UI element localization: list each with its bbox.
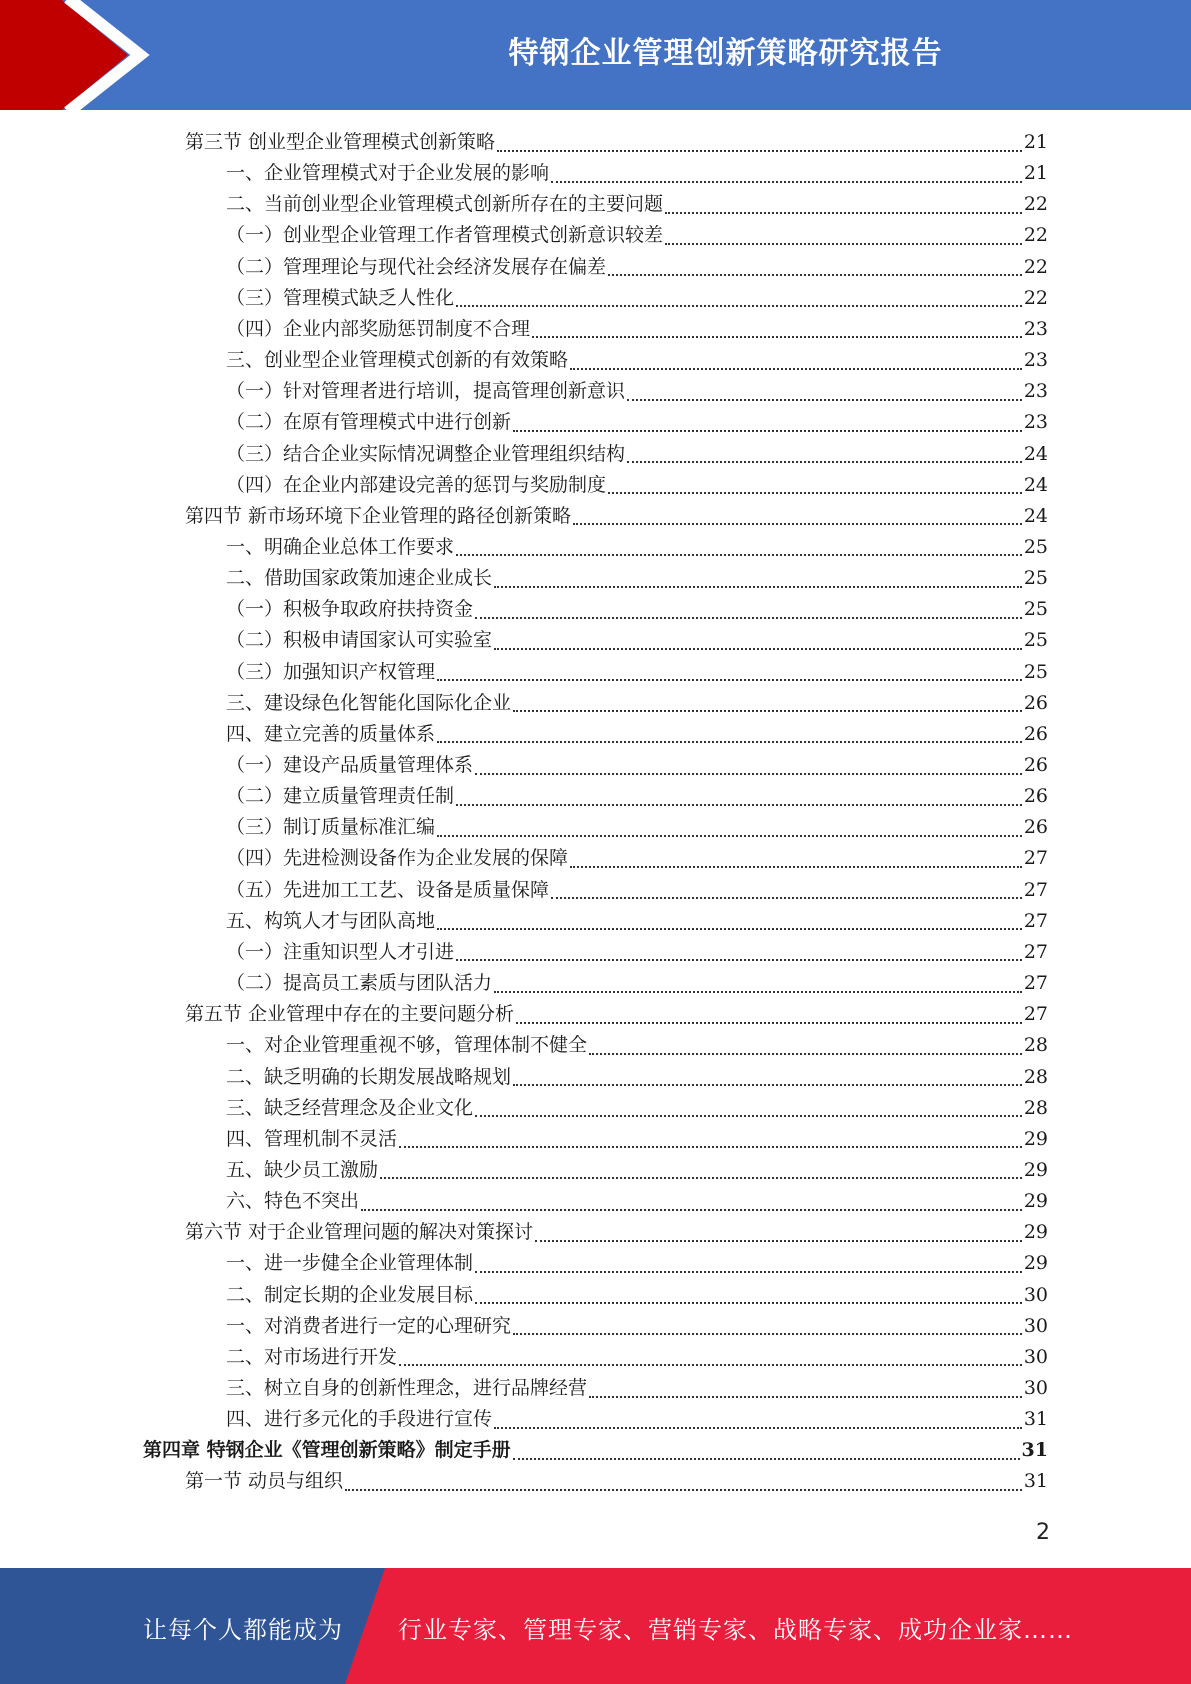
toc-dot-leader: [380, 1177, 1022, 1179]
toc-entry-page: 22: [1023, 255, 1048, 278]
toc-entry-title: 五、构筑人才与团队高地: [226, 909, 436, 932]
toc-entry-page: 21: [1023, 131, 1048, 153]
toc-entry-page: 26: [1023, 754, 1048, 776]
toc-entry-page: 30: [1023, 1377, 1048, 1399]
toc-entry-page: 30: [1023, 1314, 1048, 1337]
toc-entry-title: （一）针对管理者进行培训，提高管理创新意识: [226, 380, 626, 403]
toc-entry-page: 26: [1023, 785, 1048, 808]
page-footer: [0, 1568, 1191, 1684]
toc-dot-leader: [475, 1302, 1022, 1304]
page-header: [0, 0, 1191, 110]
toc-entry[interactable]: [226, 532, 1048, 563]
toc-entry-page: 25: [1023, 598, 1048, 621]
toc-dot-leader: [532, 336, 1022, 338]
toc-dot-leader: [665, 243, 1022, 245]
toc-entry-page: 26: [1023, 816, 1048, 839]
toc-entry-page: 29: [1023, 1127, 1048, 1150]
toc-entry[interactable]: [185, 127, 1048, 158]
toc-entry-page: 29: [1023, 1221, 1048, 1244]
toc-dot-leader: [345, 1489, 1022, 1491]
toc-entry-page: 25: [1023, 567, 1048, 590]
toc-dot-leader: [494, 648, 1022, 650]
toc-entry[interactable]: [226, 1186, 1048, 1217]
toc-entry[interactable]: [226, 345, 1048, 376]
toc-entry-title: 一、对企业管理重视不够，管理体制不健全: [226, 1034, 588, 1057]
toc-entry-title: 第五节 企业管理中存在的主要问题分析: [185, 1003, 515, 1026]
footer-slogan-left: 让每个人都能成为: [143, 1616, 343, 1644]
toc-dot-leader: [627, 399, 1022, 401]
toc-entry[interactable]: [226, 1311, 1048, 1342]
toc-entry-page: 27: [1023, 1003, 1048, 1026]
toc-entry-page: 22: [1023, 286, 1048, 309]
toc-entry-page: 26: [1023, 691, 1048, 714]
toc-entry[interactable]: [226, 688, 1048, 719]
toc-entry-title: （五）先进加工工艺、设备是质量保障: [226, 878, 550, 901]
toc-entry[interactable]: [226, 158, 1048, 189]
toc-dot-leader: [475, 617, 1022, 619]
toc-entry-title: 二、借助国家政策加速企业成长: [226, 567, 493, 590]
toc-entry[interactable]: [226, 906, 1048, 937]
toc-entry-page: 22: [1023, 193, 1048, 216]
toc-entry[interactable]: [143, 1435, 1048, 1466]
toc-entry-title: （一）创业型企业管理工作者管理模式创新意识较差: [226, 224, 664, 247]
toc-entry[interactable]: [226, 1030, 1048, 1061]
toc-entry-title: 第三节 创业型企业管理模式创新策略: [185, 131, 496, 153]
toc-dot-leader: [456, 305, 1022, 307]
toc-entry-page: 25: [1023, 660, 1048, 683]
toc-entry-page: 28: [1023, 1065, 1048, 1088]
toc-entry-page: 31: [1021, 1439, 1048, 1462]
toc-entry[interactable]: [226, 781, 1048, 812]
toc-entry-title: （二）提高员工素质与团队活力: [226, 972, 493, 995]
toc-dot-leader: [551, 897, 1022, 899]
toc-entry[interactable]: [226, 1062, 1048, 1093]
toc-entry-title: 三、树立自身的创新性理念，进行品牌经营: [226, 1377, 588, 1399]
toc-dot-leader: [456, 554, 1022, 556]
toc-entry[interactable]: [226, 252, 1048, 283]
toc-entry-title: （二）建立质量管理责任制: [226, 785, 455, 808]
toc-entry-title: 一、进一步健全企业管理体制: [226, 1252, 474, 1275]
toc-dot-leader: [513, 430, 1022, 432]
toc-dot-leader: [570, 866, 1022, 868]
toc-entry-page: 29: [1023, 1252, 1048, 1275]
toc-entry[interactable]: [226, 376, 1048, 407]
toc-entry[interactable]: [226, 1280, 1048, 1311]
toc-entry[interactable]: [185, 501, 1048, 532]
toc-entry-page: 27: [1023, 909, 1048, 932]
toc-dot-leader: [475, 773, 1022, 775]
toc-entry-title: （一）建设产品质量管理体系: [226, 754, 474, 776]
page-number: 2: [1036, 1520, 1050, 1545]
toc-entry-title: （一）积极争取政府扶持资金: [226, 598, 474, 621]
toc-dot-leader: [513, 710, 1022, 712]
toc-dot-leader: [551, 181, 1022, 183]
toc-entry-page: 23: [1023, 380, 1048, 403]
toc-entry-page: 28: [1023, 1034, 1048, 1057]
toc-entry-title: 一、对消费者进行一定的心理研究: [226, 1314, 512, 1337]
toc-entry[interactable]: [226, 719, 1048, 750]
toc-entry-page: 29: [1023, 1158, 1048, 1181]
toc-dot-leader: [399, 1146, 1022, 1148]
toc-entry-title: 第六节 对于企业管理问题的解决对策探讨: [185, 1221, 534, 1244]
toc-entry-title: （三）加强知识产权管理: [226, 660, 436, 683]
toc-entry[interactable]: [226, 1093, 1048, 1124]
toc-dot-leader: [589, 1396, 1022, 1398]
toc-entry[interactable]: [185, 1217, 1048, 1248]
toc-entry-title: 第四章 特钢企业《管理创新策略》制定手册: [143, 1439, 511, 1462]
toc-entry[interactable]: [226, 283, 1048, 314]
toc-entry-title: （三）制订质量标准汇编: [226, 816, 436, 839]
toc-dot-leader: [399, 1364, 1022, 1366]
toc-dot-leader: [513, 1084, 1022, 1086]
toc-entry-page: 30: [1023, 1345, 1048, 1368]
toc-entry[interactable]: [226, 189, 1048, 220]
toc-dot-leader: [494, 1427, 1022, 1429]
toc-entry[interactable]: [226, 657, 1048, 688]
toc-entry-page: 31: [1023, 1408, 1048, 1431]
toc-entry[interactable]: [226, 1373, 1048, 1404]
toc-entry[interactable]: [226, 563, 1048, 594]
toc-dot-leader: [475, 1271, 1022, 1273]
toc-entry-title: 三、创业型企业管理模式创新的有效策略: [226, 349, 569, 372]
toc-dot-leader: [437, 835, 1022, 837]
toc-entry[interactable]: [226, 812, 1048, 843]
toc-entry[interactable]: [226, 220, 1048, 251]
toc-dot-leader: [437, 928, 1022, 930]
toc-entry-page: 22: [1023, 224, 1048, 247]
toc-dot-leader: [608, 492, 1022, 494]
toc-dot-leader: [361, 1209, 1022, 1211]
toc-entry-page: 28: [1023, 1096, 1048, 1119]
toc-entry-title: （四）在企业内部建设完善的惩罚与奖励制度: [226, 473, 607, 496]
toc-entry[interactable]: [226, 968, 1048, 999]
toc-entry-title: 一、企业管理模式对于企业发展的影响: [226, 162, 550, 185]
toc-dot-leader: [665, 212, 1022, 214]
toc-entry-title: （四）先进检测设备作为企业发展的保障: [226, 847, 569, 870]
toc-dot-leader: [513, 1333, 1022, 1335]
toc-dot-leader: [516, 1022, 1022, 1024]
toc-dot-leader: [573, 523, 1022, 525]
toc-entry[interactable]: [226, 1155, 1048, 1186]
toc-dot-leader: [570, 368, 1022, 370]
toc-entry-title: 三、建设绿色化智能化国际化企业: [226, 691, 512, 714]
toc-entry-title: 四、管理机制不灵活: [226, 1127, 398, 1150]
toc-entry-page: 25: [1023, 629, 1048, 652]
toc-entry-title: 第四节 新市场环境下企业管理的路径创新策略: [185, 504, 572, 527]
toc-dot-leader: [494, 991, 1022, 993]
toc-entry-page: 23: [1023, 317, 1048, 340]
toc-entry-title: 一、明确企业总体工作要求: [226, 535, 455, 558]
toc-entry[interactable]: [226, 1404, 1048, 1435]
toc-entry-page: 27: [1023, 972, 1048, 995]
toc-entry-page: 26: [1023, 722, 1048, 745]
toc-entry-title: 二、对市场进行开发: [226, 1345, 398, 1368]
toc-entry[interactable]: [226, 594, 1048, 625]
toc-entry-page: 30: [1023, 1283, 1048, 1306]
toc-entry-title: 第一节 动员与组织: [185, 1470, 344, 1493]
toc-entry-title: （一）注重知识型人才引进: [226, 940, 455, 963]
toc-entry[interactable]: [226, 1248, 1048, 1279]
toc-entry-title: 三、缺乏经营理念及企业文化: [226, 1096, 474, 1119]
toc-dot-leader: [513, 1458, 1020, 1460]
toc-dot-leader: [475, 1115, 1022, 1117]
toc-entry-page: 24: [1023, 442, 1048, 465]
toc-entry[interactable]: [226, 937, 1048, 968]
toc-entry-title: 四、建立完善的质量体系: [226, 722, 436, 745]
toc-entry-page: 25: [1023, 535, 1048, 558]
toc-entry[interactable]: [226, 470, 1048, 501]
toc-dot-leader: [437, 741, 1022, 743]
toc-dot-leader: [494, 586, 1022, 588]
toc-entry-title: （三）结合企业实际情况调整企业管理组织结构: [226, 442, 626, 465]
toc-dot-leader: [535, 1240, 1022, 1242]
toc-entry-title: （二）积极申请国家认可实验室: [226, 629, 493, 652]
toc-entry-page: 21: [1023, 162, 1048, 185]
toc-entry[interactable]: [226, 439, 1048, 470]
toc-dot-leader: [456, 959, 1022, 961]
toc-dot-leader: [589, 1053, 1022, 1055]
toc-entry-title: 二、制定长期的企业发展目标: [226, 1283, 474, 1306]
toc-entry-page: 24: [1023, 473, 1048, 496]
toc-entry-title: 二、缺乏明确的长期发展战略规划: [226, 1065, 512, 1088]
toc-dot-leader: [456, 804, 1022, 806]
toc-entry[interactable]: [226, 625, 1048, 656]
toc-entry-title: 二、当前创业型企业管理模式创新所存在的主要问题: [226, 193, 664, 216]
toc-dot-leader: [497, 150, 1022, 152]
toc-entry-page: 24: [1023, 504, 1048, 527]
toc-entry[interactable]: [226, 750, 1048, 781]
toc-entry[interactable]: [226, 843, 1048, 874]
toc-entry-page: 27: [1023, 847, 1048, 870]
toc-dot-leader: [608, 274, 1022, 276]
toc-entry[interactable]: [185, 999, 1048, 1030]
toc-entry-title: （二）管理理论与现代社会经济发展存在偏差: [226, 255, 607, 278]
toc-dot-leader: [627, 461, 1022, 463]
toc-entry-page: 23: [1023, 411, 1048, 434]
toc-entry-page: 29: [1023, 1190, 1048, 1213]
toc-entry-title: （四）企业内部奖励惩罚制度不合理: [226, 317, 531, 340]
toc-dot-leader: [437, 679, 1022, 681]
toc-entry-page: 27: [1023, 940, 1048, 963]
toc-entry-title: （三）管理模式缺乏人性化: [226, 286, 455, 309]
toc-entry-title: 五、缺少员工激励: [226, 1158, 379, 1181]
toc-entry-title: 四、进行多元化的手段进行宣传: [226, 1408, 493, 1431]
toc-entry[interactable]: [226, 314, 1048, 345]
toc-entry-page: 31: [1023, 1470, 1048, 1493]
toc-entry-title: 六、特色不突出: [226, 1190, 360, 1213]
toc-entry[interactable]: [226, 1124, 1048, 1155]
toc-entry-title: （二）在原有管理模式中进行创新: [226, 411, 512, 434]
footer-slogan-right: 行业专家、管理专家、营销专家、战略专家、成功企业家……: [398, 1616, 1073, 1644]
toc-entry[interactable]: [226, 407, 1048, 438]
toc-entry[interactable]: [226, 875, 1048, 906]
toc-entry[interactable]: [185, 1466, 1048, 1497]
document-title: 特钢企业管理创新策略研究报告: [508, 36, 943, 71]
toc-entry[interactable]: [226, 1342, 1048, 1373]
toc-entry-page: 23: [1023, 349, 1048, 372]
toc-entry-page: 27: [1023, 878, 1048, 901]
